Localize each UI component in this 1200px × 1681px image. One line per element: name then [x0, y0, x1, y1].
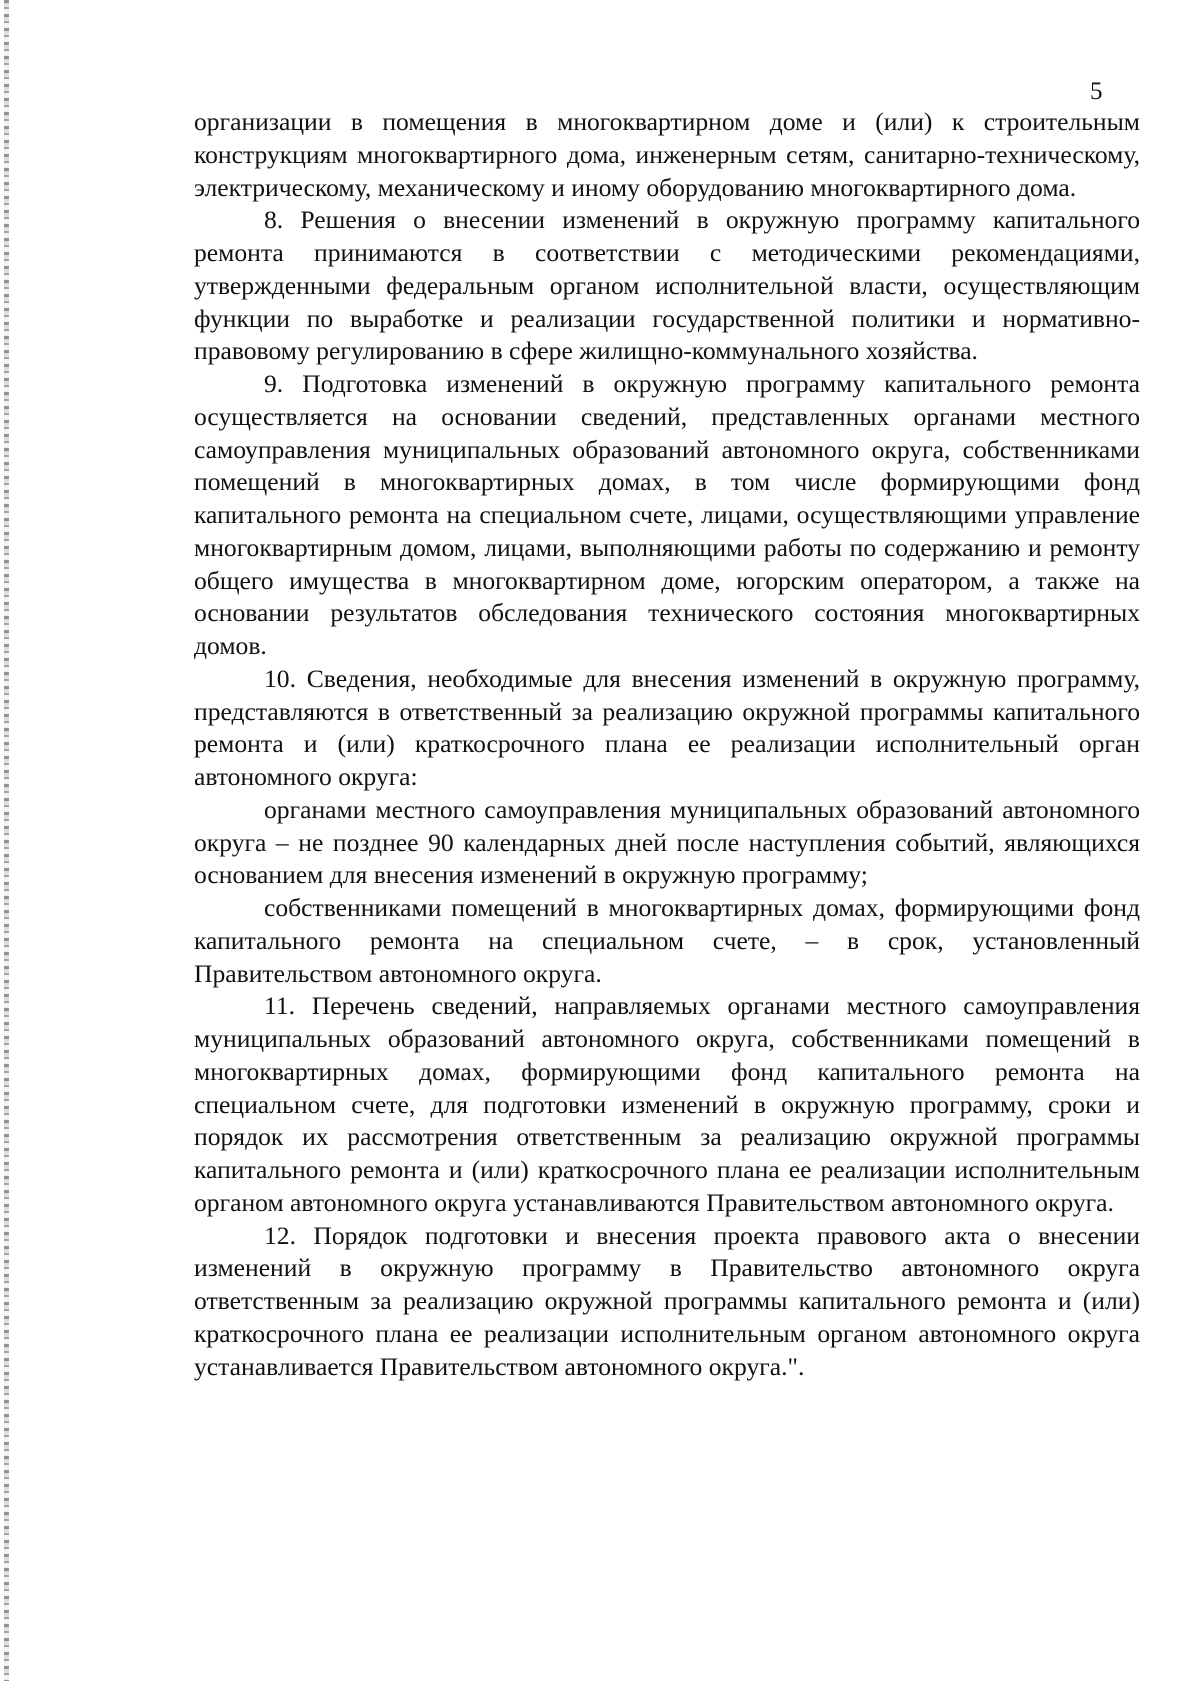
paragraph-item-8: 8. Решения о внесении изменений в окружную программу капитального ремонта принимаются в соответствии с методическими рекомендациями, утвержденными федеральным органом исполнительной власти, осуществляющим функции по выработке и реализации государственной политики и нормативно-правовому регулированию в сфере жилищно-коммунального хозяйства. [194, 205, 1140, 366]
paragraph-item-10: 10. Сведения, необходимые для внесения изменений в окружную программу, представляются в ответственный за реализацию окружной программы капитального ремонта и (или) краткосрочного плана ее реализации исполнительный орган автономного округа: [194, 663, 1140, 791]
page-number: 5 [1090, 78, 1103, 105]
paragraph-item-12: 12. Порядок подготовки и внесения проекта правового акта о внесении изменений в окружную программу в Правительство автономного округа ответственным за реализацию окружной программы капитального ремонта и (или) краткосрочного плана ее реализации исполнительным органом автономного округа устанавливается Правительством автономного округа.". [194, 1220, 1140, 1381]
scan-binding-edge [4, 0, 9, 1681]
paragraph-continuation: организации в помещения в многоквартирном доме и (или) к строительным конструкциям многоквартирного дома, инженерным сетям, санитарно-техническому, электрическому, механическому и иному оборудованию многоквартирного дома. [194, 107, 1140, 202]
document-body [194, 106, 1140, 1383]
paragraph-item-9: 9. Подготовка изменений в окружную программу капитального ремонта осуществляется на основании сведений, представленных органами местного самоуправления муниципальных образований автономного округа, собственниками помещений в многоквартирных домах, в том числе формирующими фонд капитального ремонта на специальном счете, лицами, осуществляющими управление многоквартирным домом, лицами, выполняющими работы по содержанию и ремонту общего имущества в многоквартирном доме, югорским оператором, а также на основании результатов обследования технического состояния многоквартирных домов. [194, 369, 1140, 660]
paragraph-item-11: 11. Перечень сведений, направляемых органами местного самоуправления муниципальных образований автономного округа, собственниками помещений в многоквартирных домах, формирующими фонд капитального ремонта на специальном счете, для подготовки изменений в окружную программу, сроки и порядок их рассмотрения ответственным за реализацию окружной программы капитального ремонта и (или) краткосрочного плана ее реализации исполнительным органом автономного округа устанавливаются Правительством автономного округа. [194, 991, 1140, 1217]
paragraph-item-10-subitem-1: органами местного самоуправления муниципальных образований автономного округа – не позднее 90 календарных дней после наступления событий, являющихся основанием для внесения изменений в окружную программу; [194, 794, 1140, 890]
paragraph-item-10-subitem-2: собственниками помещений в многоквартирных домах, формирующими фонд капитального ремонта на специальном счете, – в срок, установленный Правительством автономного округа. [194, 893, 1140, 988]
